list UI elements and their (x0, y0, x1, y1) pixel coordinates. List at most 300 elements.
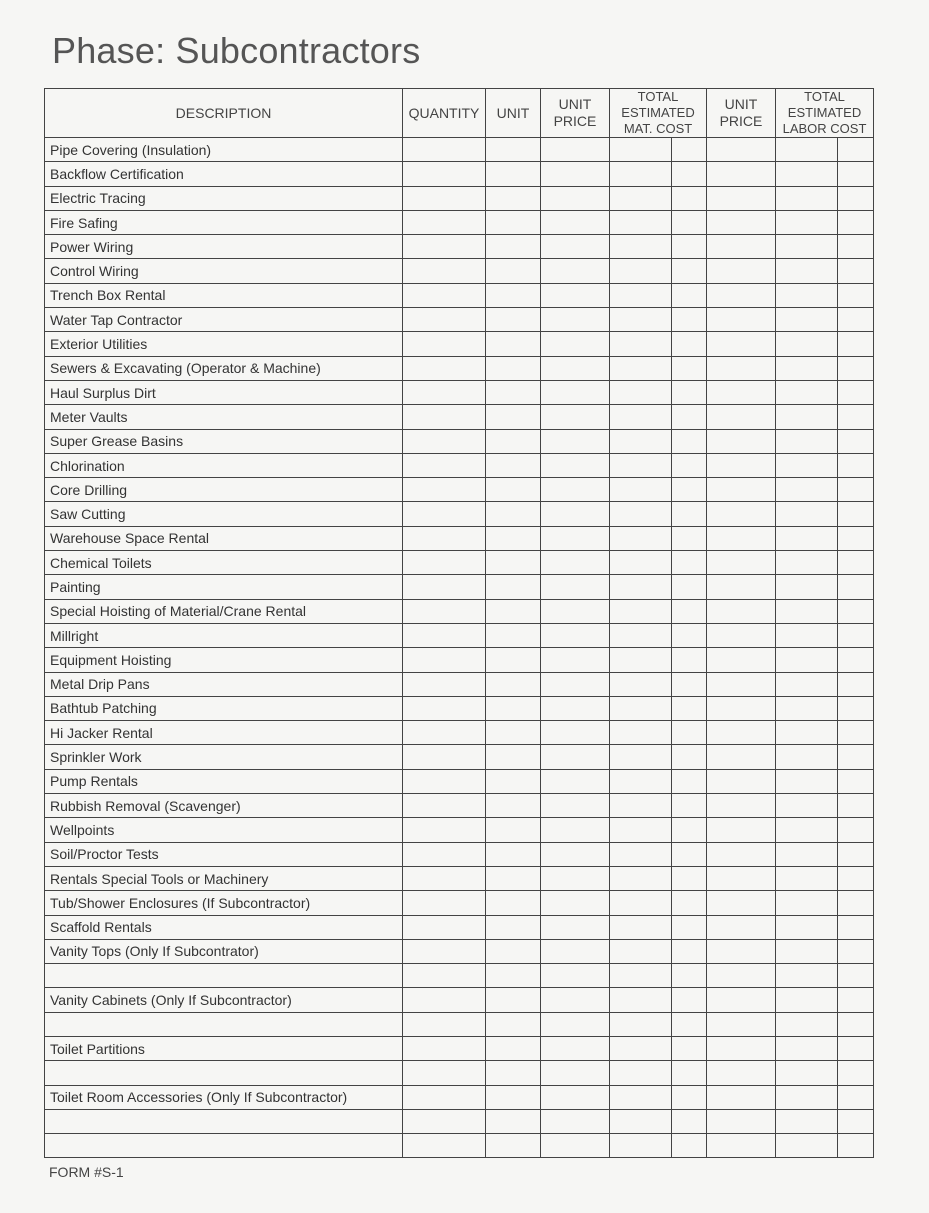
material-cost-cents-cell[interactable] (672, 1109, 707, 1133)
labor-unit-price-cell[interactable] (707, 964, 776, 988)
material-cost-cents-cell[interactable] (672, 866, 707, 890)
unit-cell[interactable] (486, 210, 541, 234)
quantity-cell[interactable] (403, 575, 486, 599)
labor-cost-dollars-cell[interactable] (776, 502, 838, 526)
material-cost-dollars-cell[interactable] (610, 259, 672, 283)
material-cost-dollars-cell[interactable] (610, 575, 672, 599)
material-cost-dollars-cell[interactable] (610, 623, 672, 647)
labor-unit-price-cell[interactable] (707, 308, 776, 332)
unit-cell[interactable] (486, 526, 541, 550)
labor-cost-cents-cell[interactable] (838, 1085, 874, 1109)
labor-unit-price-cell[interactable] (707, 648, 776, 672)
unit-cell[interactable] (486, 696, 541, 720)
unit-cell[interactable] (486, 988, 541, 1012)
quantity-cell[interactable] (403, 526, 486, 550)
material-cost-dollars-cell[interactable] (610, 1036, 672, 1060)
material-cost-cents-cell[interactable] (672, 575, 707, 599)
labor-cost-cents-cell[interactable] (838, 891, 874, 915)
material-cost-dollars-cell[interactable] (610, 842, 672, 866)
labor-cost-dollars-cell[interactable] (776, 138, 838, 162)
material-unit-price-cell[interactable] (541, 235, 610, 259)
labor-cost-cents-cell[interactable] (838, 964, 874, 988)
labor-cost-cents-cell[interactable] (838, 162, 874, 186)
labor-unit-price-cell[interactable] (707, 818, 776, 842)
labor-cost-cents-cell[interactable] (838, 818, 874, 842)
quantity-cell[interactable] (403, 915, 486, 939)
quantity-cell[interactable] (403, 478, 486, 502)
material-unit-price-cell[interactable] (541, 891, 610, 915)
material-unit-price-cell[interactable] (541, 1036, 610, 1060)
material-cost-cents-cell[interactable] (672, 526, 707, 550)
material-cost-cents-cell[interactable] (672, 1085, 707, 1109)
unit-cell[interactable] (486, 794, 541, 818)
material-unit-price-cell[interactable] (541, 186, 610, 210)
material-cost-cents-cell[interactable] (672, 478, 707, 502)
unit-cell[interactable] (486, 259, 541, 283)
material-cost-cents-cell[interactable] (672, 502, 707, 526)
quantity-cell[interactable] (403, 988, 486, 1012)
material-unit-price-cell[interactable] (541, 1012, 610, 1036)
quantity-cell[interactable] (403, 891, 486, 915)
material-cost-dollars-cell[interactable] (610, 138, 672, 162)
labor-cost-dollars-cell[interactable] (776, 526, 838, 550)
material-unit-price-cell[interactable] (541, 1134, 610, 1158)
labor-unit-price-cell[interactable] (707, 332, 776, 356)
unit-cell[interactable] (486, 551, 541, 575)
material-unit-price-cell[interactable] (541, 988, 610, 1012)
quantity-cell[interactable] (403, 794, 486, 818)
material-cost-dollars-cell[interactable] (610, 866, 672, 890)
unit-cell[interactable] (486, 356, 541, 380)
labor-unit-price-cell[interactable] (707, 356, 776, 380)
material-unit-price-cell[interactable] (541, 1085, 610, 1109)
material-cost-dollars-cell[interactable] (610, 1109, 672, 1133)
labor-unit-price-cell[interactable] (707, 575, 776, 599)
labor-unit-price-cell[interactable] (707, 162, 776, 186)
quantity-cell[interactable] (403, 1036, 486, 1060)
unit-cell[interactable] (486, 138, 541, 162)
labor-cost-cents-cell[interactable] (838, 210, 874, 234)
material-cost-dollars-cell[interactable] (610, 915, 672, 939)
material-cost-cents-cell[interactable] (672, 356, 707, 380)
material-cost-dollars-cell[interactable] (610, 672, 672, 696)
material-cost-cents-cell[interactable] (672, 988, 707, 1012)
labor-cost-cents-cell[interactable] (838, 745, 874, 769)
material-unit-price-cell[interactable] (541, 842, 610, 866)
labor-unit-price-cell[interactable] (707, 526, 776, 550)
labor-cost-dollars-cell[interactable] (776, 162, 838, 186)
quantity-cell[interactable] (403, 939, 486, 963)
material-unit-price-cell[interactable] (541, 721, 610, 745)
material-unit-price-cell[interactable] (541, 259, 610, 283)
material-cost-cents-cell[interactable] (672, 721, 707, 745)
unit-cell[interactable] (486, 745, 541, 769)
material-cost-cents-cell[interactable] (672, 405, 707, 429)
labor-cost-dollars-cell[interactable] (776, 721, 838, 745)
labor-unit-price-cell[interactable] (707, 138, 776, 162)
material-unit-price-cell[interactable] (541, 283, 610, 307)
material-unit-price-cell[interactable] (541, 745, 610, 769)
material-cost-dollars-cell[interactable] (610, 599, 672, 623)
labor-unit-price-cell[interactable] (707, 623, 776, 647)
material-cost-cents-cell[interactable] (672, 964, 707, 988)
material-cost-dollars-cell[interactable] (610, 502, 672, 526)
material-cost-dollars-cell[interactable] (610, 648, 672, 672)
labor-cost-cents-cell[interactable] (838, 1061, 874, 1085)
labor-unit-price-cell[interactable] (707, 696, 776, 720)
material-cost-cents-cell[interactable] (672, 453, 707, 477)
labor-unit-price-cell[interactable] (707, 769, 776, 793)
quantity-cell[interactable] (403, 283, 486, 307)
material-cost-dollars-cell[interactable] (610, 551, 672, 575)
material-unit-price-cell[interactable] (541, 939, 610, 963)
labor-cost-dollars-cell[interactable] (776, 356, 838, 380)
labor-unit-price-cell[interactable] (707, 478, 776, 502)
quantity-cell[interactable] (403, 453, 486, 477)
unit-cell[interactable] (486, 1036, 541, 1060)
labor-cost-dollars-cell[interactable] (776, 478, 838, 502)
unit-cell[interactable] (486, 575, 541, 599)
unit-cell[interactable] (486, 866, 541, 890)
labor-cost-dollars-cell[interactable] (776, 988, 838, 1012)
labor-cost-dollars-cell[interactable] (776, 1085, 838, 1109)
material-unit-price-cell[interactable] (541, 964, 610, 988)
material-cost-dollars-cell[interactable] (610, 818, 672, 842)
material-cost-cents-cell[interactable] (672, 696, 707, 720)
labor-cost-cents-cell[interactable] (838, 648, 874, 672)
material-unit-price-cell[interactable] (541, 575, 610, 599)
labor-unit-price-cell[interactable] (707, 866, 776, 890)
unit-cell[interactable] (486, 818, 541, 842)
quantity-cell[interactable] (403, 162, 486, 186)
labor-cost-cents-cell[interactable] (838, 551, 874, 575)
labor-unit-price-cell[interactable] (707, 988, 776, 1012)
labor-cost-dollars-cell[interactable] (776, 866, 838, 890)
material-cost-cents-cell[interactable] (672, 1012, 707, 1036)
material-cost-cents-cell[interactable] (672, 842, 707, 866)
labor-cost-cents-cell[interactable] (838, 283, 874, 307)
material-unit-price-cell[interactable] (541, 672, 610, 696)
unit-cell[interactable] (486, 842, 541, 866)
material-unit-price-cell[interactable] (541, 526, 610, 550)
labor-unit-price-cell[interactable] (707, 1012, 776, 1036)
material-unit-price-cell[interactable] (541, 551, 610, 575)
material-cost-cents-cell[interactable] (672, 1036, 707, 1060)
labor-cost-cents-cell[interactable] (838, 866, 874, 890)
labor-cost-dollars-cell[interactable] (776, 259, 838, 283)
quantity-cell[interactable] (403, 356, 486, 380)
unit-cell[interactable] (486, 769, 541, 793)
labor-unit-price-cell[interactable] (707, 1061, 776, 1085)
unit-cell[interactable] (486, 1085, 541, 1109)
material-unit-price-cell[interactable] (541, 648, 610, 672)
labor-cost-cents-cell[interactable] (838, 842, 874, 866)
labor-unit-price-cell[interactable] (707, 939, 776, 963)
labor-cost-cents-cell[interactable] (838, 769, 874, 793)
unit-cell[interactable] (486, 186, 541, 210)
material-unit-price-cell[interactable] (541, 308, 610, 332)
labor-cost-cents-cell[interactable] (838, 356, 874, 380)
labor-unit-price-cell[interactable] (707, 259, 776, 283)
material-unit-price-cell[interactable] (541, 502, 610, 526)
labor-cost-dollars-cell[interactable] (776, 648, 838, 672)
labor-unit-price-cell[interactable] (707, 1036, 776, 1060)
labor-unit-price-cell[interactable] (707, 380, 776, 404)
quantity-cell[interactable] (403, 380, 486, 404)
material-cost-dollars-cell[interactable] (610, 964, 672, 988)
material-cost-cents-cell[interactable] (672, 891, 707, 915)
material-unit-price-cell[interactable] (541, 356, 610, 380)
material-unit-price-cell[interactable] (541, 1061, 610, 1085)
material-cost-dollars-cell[interactable] (610, 526, 672, 550)
labor-cost-cents-cell[interactable] (838, 235, 874, 259)
labor-cost-cents-cell[interactable] (838, 915, 874, 939)
material-cost-dollars-cell[interactable] (610, 162, 672, 186)
quantity-cell[interactable] (403, 502, 486, 526)
material-cost-dollars-cell[interactable] (610, 453, 672, 477)
labor-cost-cents-cell[interactable] (838, 259, 874, 283)
material-cost-cents-cell[interactable] (672, 162, 707, 186)
material-unit-price-cell[interactable] (541, 696, 610, 720)
material-cost-cents-cell[interactable] (672, 915, 707, 939)
unit-cell[interactable] (486, 283, 541, 307)
quantity-cell[interactable] (403, 1012, 486, 1036)
labor-cost-cents-cell[interactable] (838, 453, 874, 477)
quantity-cell[interactable] (403, 818, 486, 842)
quantity-cell[interactable] (403, 138, 486, 162)
quantity-cell[interactable] (403, 672, 486, 696)
labor-cost-cents-cell[interactable] (838, 186, 874, 210)
labor-unit-price-cell[interactable] (707, 551, 776, 575)
labor-cost-cents-cell[interactable] (838, 308, 874, 332)
labor-cost-dollars-cell[interactable] (776, 745, 838, 769)
material-cost-dollars-cell[interactable] (610, 1134, 672, 1158)
labor-cost-dollars-cell[interactable] (776, 915, 838, 939)
labor-unit-price-cell[interactable] (707, 599, 776, 623)
labor-cost-dollars-cell[interactable] (776, 964, 838, 988)
quantity-cell[interactable] (403, 429, 486, 453)
labor-cost-cents-cell[interactable] (838, 380, 874, 404)
labor-cost-dollars-cell[interactable] (776, 405, 838, 429)
material-cost-cents-cell[interactable] (672, 939, 707, 963)
material-cost-dollars-cell[interactable] (610, 721, 672, 745)
labor-cost-dollars-cell[interactable] (776, 769, 838, 793)
labor-unit-price-cell[interactable] (707, 453, 776, 477)
labor-cost-cents-cell[interactable] (838, 429, 874, 453)
labor-unit-price-cell[interactable] (707, 745, 776, 769)
material-cost-dollars-cell[interactable] (610, 356, 672, 380)
labor-cost-dollars-cell[interactable] (776, 308, 838, 332)
unit-cell[interactable] (486, 453, 541, 477)
material-unit-price-cell[interactable] (541, 478, 610, 502)
unit-cell[interactable] (486, 429, 541, 453)
labor-cost-dollars-cell[interactable] (776, 1109, 838, 1133)
material-cost-cents-cell[interactable] (672, 283, 707, 307)
labor-cost-cents-cell[interactable] (838, 672, 874, 696)
material-cost-dollars-cell[interactable] (610, 939, 672, 963)
unit-cell[interactable] (486, 478, 541, 502)
unit-cell[interactable] (486, 623, 541, 647)
labor-cost-cents-cell[interactable] (838, 1134, 874, 1158)
material-cost-cents-cell[interactable] (672, 332, 707, 356)
material-unit-price-cell[interactable] (541, 915, 610, 939)
unit-cell[interactable] (486, 891, 541, 915)
labor-unit-price-cell[interactable] (707, 672, 776, 696)
quantity-cell[interactable] (403, 332, 486, 356)
labor-cost-dollars-cell[interactable] (776, 818, 838, 842)
material-unit-price-cell[interactable] (541, 599, 610, 623)
material-cost-cents-cell[interactable] (672, 623, 707, 647)
quantity-cell[interactable] (403, 964, 486, 988)
labor-cost-dollars-cell[interactable] (776, 696, 838, 720)
labor-cost-cents-cell[interactable] (838, 332, 874, 356)
material-unit-price-cell[interactable] (541, 138, 610, 162)
material-unit-price-cell[interactable] (541, 429, 610, 453)
material-cost-dollars-cell[interactable] (610, 696, 672, 720)
unit-cell[interactable] (486, 1109, 541, 1133)
labor-cost-cents-cell[interactable] (838, 988, 874, 1012)
labor-cost-dollars-cell[interactable] (776, 939, 838, 963)
material-unit-price-cell[interactable] (541, 453, 610, 477)
labor-unit-price-cell[interactable] (707, 283, 776, 307)
unit-cell[interactable] (486, 405, 541, 429)
labor-cost-dollars-cell[interactable] (776, 380, 838, 404)
material-cost-cents-cell[interactable] (672, 429, 707, 453)
material-unit-price-cell[interactable] (541, 866, 610, 890)
quantity-cell[interactable] (403, 235, 486, 259)
labor-cost-dollars-cell[interactable] (776, 891, 838, 915)
quantity-cell[interactable] (403, 1085, 486, 1109)
labor-cost-dollars-cell[interactable] (776, 210, 838, 234)
unit-cell[interactable] (486, 1061, 541, 1085)
labor-unit-price-cell[interactable] (707, 915, 776, 939)
quantity-cell[interactable] (403, 842, 486, 866)
material-cost-cents-cell[interactable] (672, 380, 707, 404)
unit-cell[interactable] (486, 162, 541, 186)
quantity-cell[interactable] (403, 186, 486, 210)
material-cost-dollars-cell[interactable] (610, 478, 672, 502)
material-cost-cents-cell[interactable] (672, 259, 707, 283)
material-cost-cents-cell[interactable] (672, 745, 707, 769)
material-cost-cents-cell[interactable] (672, 138, 707, 162)
labor-unit-price-cell[interactable] (707, 210, 776, 234)
material-cost-dollars-cell[interactable] (610, 405, 672, 429)
quantity-cell[interactable] (403, 259, 486, 283)
material-cost-dollars-cell[interactable] (610, 283, 672, 307)
labor-cost-cents-cell[interactable] (838, 502, 874, 526)
quantity-cell[interactable] (403, 1109, 486, 1133)
labor-unit-price-cell[interactable] (707, 1134, 776, 1158)
quantity-cell[interactable] (403, 769, 486, 793)
material-cost-cents-cell[interactable] (672, 599, 707, 623)
material-cost-dollars-cell[interactable] (610, 769, 672, 793)
quantity-cell[interactable] (403, 648, 486, 672)
material-unit-price-cell[interactable] (541, 380, 610, 404)
labor-cost-dollars-cell[interactable] (776, 672, 838, 696)
material-cost-cents-cell[interactable] (672, 672, 707, 696)
labor-cost-cents-cell[interactable] (838, 623, 874, 647)
material-cost-cents-cell[interactable] (672, 1061, 707, 1085)
material-cost-cents-cell[interactable] (672, 235, 707, 259)
labor-cost-cents-cell[interactable] (838, 478, 874, 502)
material-cost-cents-cell[interactable] (672, 210, 707, 234)
unit-cell[interactable] (486, 721, 541, 745)
labor-cost-dollars-cell[interactable] (776, 551, 838, 575)
labor-cost-dollars-cell[interactable] (776, 623, 838, 647)
quantity-cell[interactable] (403, 721, 486, 745)
material-cost-dollars-cell[interactable] (610, 380, 672, 404)
unit-cell[interactable] (486, 380, 541, 404)
quantity-cell[interactable] (403, 623, 486, 647)
labor-cost-dollars-cell[interactable] (776, 1134, 838, 1158)
quantity-cell[interactable] (403, 1061, 486, 1085)
material-cost-dollars-cell[interactable] (610, 186, 672, 210)
labor-cost-dollars-cell[interactable] (776, 283, 838, 307)
labor-cost-dollars-cell[interactable] (776, 794, 838, 818)
material-cost-dollars-cell[interactable] (610, 332, 672, 356)
unit-cell[interactable] (486, 915, 541, 939)
quantity-cell[interactable] (403, 696, 486, 720)
labor-unit-price-cell[interactable] (707, 186, 776, 210)
labor-cost-dollars-cell[interactable] (776, 235, 838, 259)
labor-cost-cents-cell[interactable] (838, 939, 874, 963)
material-cost-cents-cell[interactable] (672, 308, 707, 332)
labor-unit-price-cell[interactable] (707, 721, 776, 745)
material-unit-price-cell[interactable] (541, 818, 610, 842)
material-cost-cents-cell[interactable] (672, 818, 707, 842)
material-cost-dollars-cell[interactable] (610, 988, 672, 1012)
labor-cost-cents-cell[interactable] (838, 721, 874, 745)
unit-cell[interactable] (486, 672, 541, 696)
labor-cost-dollars-cell[interactable] (776, 842, 838, 866)
labor-cost-dollars-cell[interactable] (776, 186, 838, 210)
material-cost-cents-cell[interactable] (672, 551, 707, 575)
unit-cell[interactable] (486, 332, 541, 356)
unit-cell[interactable] (486, 308, 541, 332)
labor-unit-price-cell[interactable] (707, 405, 776, 429)
labor-cost-dollars-cell[interactable] (776, 599, 838, 623)
material-cost-cents-cell[interactable] (672, 1134, 707, 1158)
unit-cell[interactable] (486, 1012, 541, 1036)
labor-cost-cents-cell[interactable] (838, 1012, 874, 1036)
material-cost-cents-cell[interactable] (672, 186, 707, 210)
unit-cell[interactable] (486, 502, 541, 526)
material-cost-cents-cell[interactable] (672, 769, 707, 793)
labor-cost-dollars-cell[interactable] (776, 1012, 838, 1036)
material-cost-cents-cell[interactable] (672, 648, 707, 672)
unit-cell[interactable] (486, 964, 541, 988)
labor-cost-dollars-cell[interactable] (776, 453, 838, 477)
labor-cost-dollars-cell[interactable] (776, 1061, 838, 1085)
material-unit-price-cell[interactable] (541, 405, 610, 429)
quantity-cell[interactable] (403, 551, 486, 575)
labor-unit-price-cell[interactable] (707, 1085, 776, 1109)
labor-cost-cents-cell[interactable] (838, 138, 874, 162)
unit-cell[interactable] (486, 235, 541, 259)
labor-unit-price-cell[interactable] (707, 891, 776, 915)
labor-cost-cents-cell[interactable] (838, 575, 874, 599)
labor-unit-price-cell[interactable] (707, 429, 776, 453)
quantity-cell[interactable] (403, 308, 486, 332)
quantity-cell[interactable] (403, 599, 486, 623)
quantity-cell[interactable] (403, 745, 486, 769)
material-cost-dollars-cell[interactable] (610, 794, 672, 818)
unit-cell[interactable] (486, 599, 541, 623)
labor-cost-dollars-cell[interactable] (776, 1036, 838, 1060)
labor-unit-price-cell[interactable] (707, 1109, 776, 1133)
labor-cost-cents-cell[interactable] (838, 405, 874, 429)
labor-cost-dollars-cell[interactable] (776, 575, 838, 599)
